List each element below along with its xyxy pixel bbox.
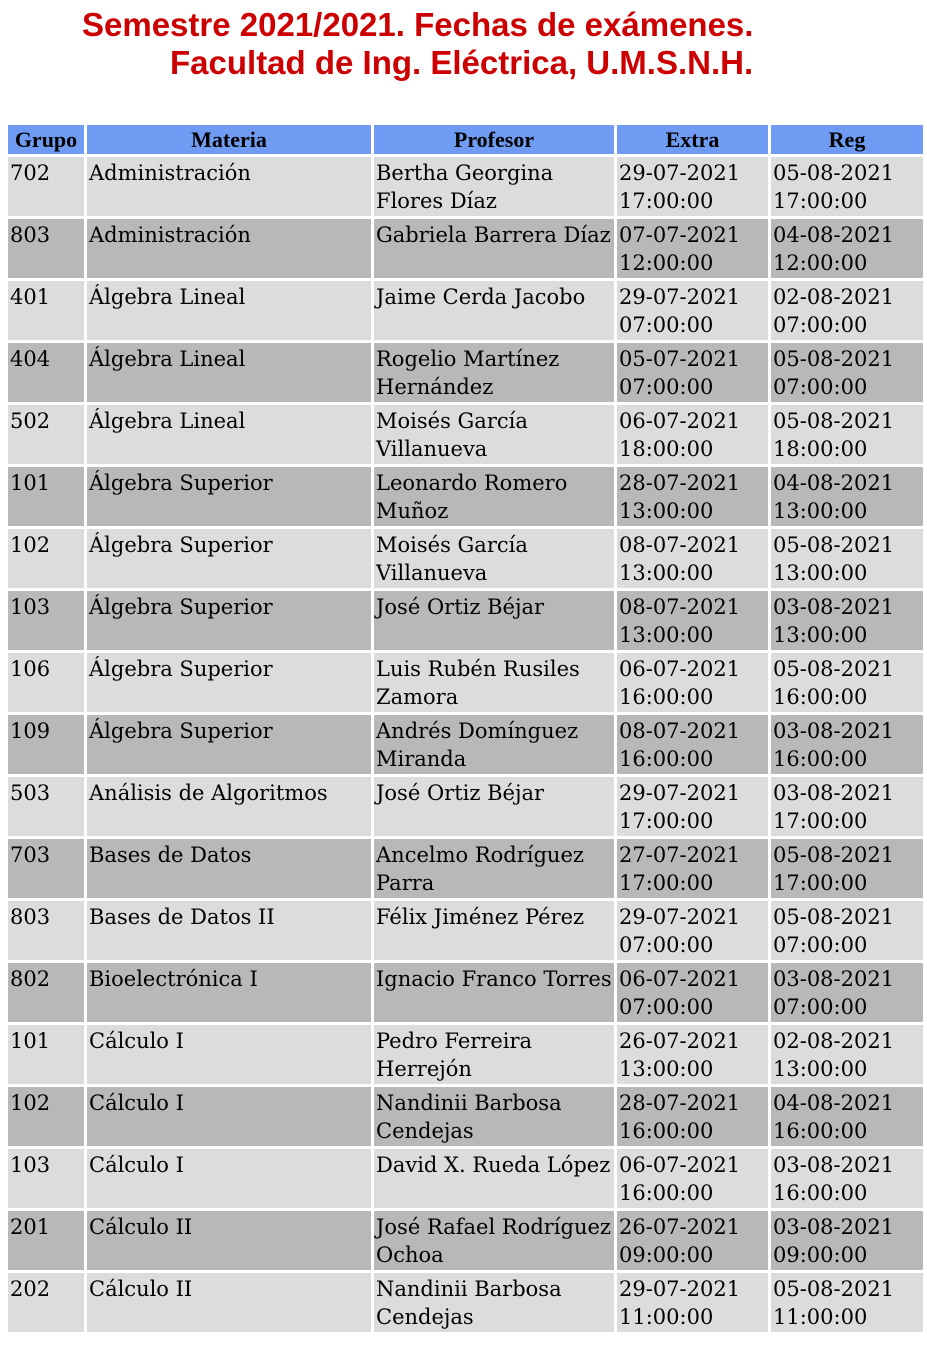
- extra-time: 13:00:00: [619, 623, 714, 647]
- reg-date: 03-08-2021: [773, 595, 895, 619]
- cell-materia: Cálculo I: [87, 1087, 371, 1146]
- table-row: [8, 1149, 923, 1208]
- table-row: [8, 343, 923, 402]
- reg-time: 07:00:00: [773, 995, 868, 1019]
- cell-materia: Cálculo II: [87, 1211, 371, 1270]
- reg-date: 02-08-2021: [773, 285, 895, 309]
- table-row: [8, 1273, 923, 1332]
- reg-date: 04-08-2021: [773, 1091, 895, 1115]
- cell-profesor: David X. Rueda López: [374, 1149, 614, 1208]
- reg-date: 05-08-2021: [773, 1277, 895, 1301]
- extra-date: 28-07-2021: [619, 471, 741, 495]
- extra-time: 16:00:00: [619, 685, 714, 709]
- extra-time: 07:00:00: [619, 995, 714, 1019]
- table-row: [8, 963, 923, 1022]
- reg-time: 07:00:00: [773, 933, 868, 957]
- cell-extra: [617, 1025, 768, 1084]
- cell-profesor: Luis Rubén Rusiles Zamora: [374, 653, 614, 712]
- cell-grupo: 103: [8, 1149, 84, 1208]
- column-header-profesor: Profesor: [374, 125, 614, 154]
- extra-time: 13:00:00: [619, 1057, 714, 1081]
- reg-time: 17:00:00: [773, 871, 868, 895]
- cell-extra: [617, 777, 768, 836]
- cell-profesor: Nandinii Barbosa Cendejas: [374, 1273, 614, 1332]
- reg-date: 03-08-2021: [773, 967, 895, 991]
- cell-reg: [771, 219, 923, 278]
- extra-time: 07:00:00: [619, 313, 714, 337]
- cell-grupo: 802: [8, 963, 84, 1022]
- cell-materia: Cálculo I: [87, 1025, 371, 1084]
- extra-date: 26-07-2021: [619, 1215, 741, 1239]
- cell-extra: [617, 467, 768, 526]
- cell-materia: Administración: [87, 157, 371, 216]
- extra-time: 12:00:00: [619, 251, 714, 275]
- reg-time: 07:00:00: [773, 375, 868, 399]
- cell-materia: Álgebra Superior: [87, 653, 371, 712]
- cell-extra: [617, 343, 768, 402]
- cell-extra: [617, 405, 768, 464]
- extra-time: 16:00:00: [619, 1119, 714, 1143]
- cell-reg: [771, 343, 923, 402]
- cell-profesor: José Rafael Rodríguez Ochoa: [374, 1211, 614, 1270]
- cell-profesor: José Ortiz Béjar: [374, 591, 614, 650]
- table-row: [8, 591, 923, 650]
- cell-materia: Álgebra Lineal: [87, 343, 371, 402]
- reg-date: 05-08-2021: [773, 843, 895, 867]
- column-header-extra: Extra: [617, 125, 768, 154]
- extra-date: 29-07-2021: [619, 161, 741, 185]
- extra-time: 16:00:00: [619, 1181, 714, 1205]
- cell-extra: [617, 715, 768, 774]
- cell-extra: [617, 1211, 768, 1270]
- cell-materia: Álgebra Superior: [87, 467, 371, 526]
- table-row: [8, 777, 923, 836]
- cell-profesor: Ignacio Franco Torres: [374, 963, 614, 1022]
- table-row: [8, 405, 923, 464]
- cell-reg: [771, 405, 923, 464]
- cell-grupo: 103: [8, 591, 84, 650]
- cell-extra: [617, 901, 768, 960]
- extra-date: 08-07-2021: [619, 719, 741, 743]
- cell-materia: Bases de Datos: [87, 839, 371, 898]
- extra-date: 29-07-2021: [619, 1277, 741, 1301]
- reg-date: 03-08-2021: [773, 1215, 895, 1239]
- cell-profesor: Andrés Domínguez Miranda: [374, 715, 614, 774]
- cell-grupo: 102: [8, 529, 84, 588]
- cell-materia: Álgebra Superior: [87, 715, 371, 774]
- reg-date: 04-08-2021: [773, 223, 895, 247]
- cell-grupo: 106: [8, 653, 84, 712]
- cell-materia: Cálculo I: [87, 1149, 371, 1208]
- cell-reg: [771, 529, 923, 588]
- extra-date: 08-07-2021: [619, 533, 741, 557]
- column-header-grupo: Grupo: [8, 125, 84, 154]
- reg-time: 16:00:00: [773, 685, 868, 709]
- cell-reg: [771, 1025, 923, 1084]
- cell-profesor: Félix Jiménez Pérez: [374, 901, 614, 960]
- extra-date: 05-07-2021: [619, 347, 741, 371]
- cell-reg: [771, 1273, 923, 1332]
- cell-grupo: 401: [8, 281, 84, 340]
- table-row: [8, 1025, 923, 1084]
- cell-reg: [771, 467, 923, 526]
- extra-date: 06-07-2021: [619, 409, 741, 433]
- cell-materia: Álgebra Lineal: [87, 281, 371, 340]
- extra-time: 18:00:00: [619, 437, 714, 461]
- table-body: [8, 157, 923, 1332]
- table-row: [8, 653, 923, 712]
- reg-time: 09:00:00: [773, 1243, 868, 1267]
- title-line-2: Facultad de Ing. Eléctrica, U.M.S.N.H.: [170, 44, 754, 81]
- cell-reg: [771, 281, 923, 340]
- cell-extra: [617, 1273, 768, 1332]
- reg-date: 05-08-2021: [773, 409, 895, 433]
- reg-time: 13:00:00: [773, 561, 868, 585]
- reg-time: 12:00:00: [773, 251, 868, 275]
- cell-materia: Administración: [87, 219, 371, 278]
- extra-date: 08-07-2021: [619, 595, 741, 619]
- cell-grupo: 502: [8, 405, 84, 464]
- cell-grupo: 503: [8, 777, 84, 836]
- table-row: [8, 1087, 923, 1146]
- cell-reg: [771, 777, 923, 836]
- cell-reg: [771, 715, 923, 774]
- table-row: [8, 157, 923, 216]
- cell-extra: [617, 1087, 768, 1146]
- extra-date: 07-07-2021: [619, 223, 741, 247]
- column-header-reg: Reg: [771, 125, 923, 154]
- extra-date: 06-07-2021: [619, 1153, 741, 1177]
- extra-time: 07:00:00: [619, 375, 714, 399]
- cell-extra: [617, 839, 768, 898]
- cell-extra: [617, 219, 768, 278]
- cell-grupo: 101: [8, 1025, 84, 1084]
- extra-time: 09:00:00: [619, 1243, 714, 1267]
- table-row: [8, 901, 923, 960]
- reg-date: 05-08-2021: [773, 347, 895, 371]
- reg-date: 05-08-2021: [773, 161, 895, 185]
- cell-profesor: Gabriela Barrera Díaz: [374, 219, 614, 278]
- cell-grupo: 109: [8, 715, 84, 774]
- cell-reg: [771, 963, 923, 1022]
- extra-time: 17:00:00: [619, 871, 714, 895]
- reg-date: 05-08-2021: [773, 533, 895, 557]
- cell-extra: [617, 591, 768, 650]
- cell-reg: [771, 591, 923, 650]
- reg-time: 17:00:00: [773, 189, 868, 213]
- cell-materia: Álgebra Superior: [87, 591, 371, 650]
- cell-extra: [617, 653, 768, 712]
- cell-materia: Cálculo II: [87, 1273, 371, 1332]
- table-row: [8, 839, 923, 898]
- reg-date: 03-08-2021: [773, 719, 895, 743]
- reg-date: 03-08-2021: [773, 1153, 895, 1177]
- reg-date: 03-08-2021: [773, 781, 895, 805]
- extra-date: 29-07-2021: [619, 781, 741, 805]
- table-row: [8, 467, 923, 526]
- cell-profesor: Pedro Ferreira Herrejón: [374, 1025, 614, 1084]
- cell-extra: [617, 529, 768, 588]
- extra-date: 26-07-2021: [619, 1029, 741, 1053]
- cell-extra: [617, 281, 768, 340]
- cell-materia: Análisis de Algoritmos: [87, 777, 371, 836]
- cell-materia: Bases de Datos II: [87, 901, 371, 960]
- cell-reg: [771, 901, 923, 960]
- cell-grupo: 404: [8, 343, 84, 402]
- cell-reg: [771, 1087, 923, 1146]
- cell-profesor: Jaime Cerda Jacobo: [374, 281, 614, 340]
- reg-time: 13:00:00: [773, 1057, 868, 1081]
- extra-time: 07:00:00: [619, 933, 714, 957]
- page-title: [0, 6, 927, 82]
- cell-materia: Álgebra Lineal: [87, 405, 371, 464]
- exam-schedule-table: [5, 122, 926, 1335]
- extra-date: 29-07-2021: [619, 905, 741, 929]
- cell-materia: Bioelectrónica I: [87, 963, 371, 1022]
- extra-time: 13:00:00: [619, 561, 714, 585]
- extra-time: 11:00:00: [619, 1305, 714, 1329]
- extra-time: 16:00:00: [619, 747, 714, 771]
- cell-grupo: 202: [8, 1273, 84, 1332]
- reg-date: 04-08-2021: [773, 471, 895, 495]
- reg-time: 13:00:00: [773, 623, 868, 647]
- cell-profesor: José Ortiz Béjar: [374, 777, 614, 836]
- table-row: [8, 715, 923, 774]
- extra-date: 06-07-2021: [619, 657, 741, 681]
- cell-extra: [617, 963, 768, 1022]
- cell-profesor: Nandinii Barbosa Cendejas: [374, 1087, 614, 1146]
- cell-materia: Álgebra Superior: [87, 529, 371, 588]
- extra-date: 28-07-2021: [619, 1091, 741, 1115]
- cell-profesor: Leonardo Romero Muñoz: [374, 467, 614, 526]
- column-header-materia: Materia: [87, 125, 371, 154]
- extra-date: 29-07-2021: [619, 285, 741, 309]
- cell-grupo: 102: [8, 1087, 84, 1146]
- reg-time: 07:00:00: [773, 313, 868, 337]
- reg-time: 18:00:00: [773, 437, 868, 461]
- extra-time: 17:00:00: [619, 189, 714, 213]
- cell-profesor: Moisés García Villanueva: [374, 529, 614, 588]
- cell-grupo: 101: [8, 467, 84, 526]
- cell-extra: [617, 1149, 768, 1208]
- extra-time: 13:00:00: [619, 499, 714, 523]
- cell-reg: [771, 1149, 923, 1208]
- extra-time: 17:00:00: [619, 809, 714, 833]
- reg-date: 05-08-2021: [773, 657, 895, 681]
- table-row: [8, 529, 923, 588]
- reg-date: 05-08-2021: [773, 905, 895, 929]
- reg-time: 16:00:00: [773, 1181, 868, 1205]
- reg-time: 13:00:00: [773, 499, 868, 523]
- extra-date: 27-07-2021: [619, 843, 741, 867]
- reg-date: 02-08-2021: [773, 1029, 895, 1053]
- cell-extra: [617, 157, 768, 216]
- cell-reg: [771, 1211, 923, 1270]
- cell-profesor: Rogelio Martínez Hernández: [374, 343, 614, 402]
- table-row: [8, 219, 923, 278]
- cell-reg: [771, 839, 923, 898]
- cell-grupo: 702: [8, 157, 84, 216]
- cell-grupo: 803: [8, 901, 84, 960]
- table-row: [8, 1211, 923, 1270]
- table-row: [8, 281, 923, 340]
- cell-profesor: Bertha Georgina Flores Díaz: [374, 157, 614, 216]
- header-row: [8, 125, 923, 154]
- cell-profesor: Moisés García Villanueva: [374, 405, 614, 464]
- extra-date: 06-07-2021: [619, 967, 741, 991]
- reg-time: 11:00:00: [773, 1305, 868, 1329]
- cell-grupo: 703: [8, 839, 84, 898]
- cell-reg: [771, 157, 923, 216]
- reg-time: 16:00:00: [773, 1119, 868, 1143]
- cell-grupo: 201: [8, 1211, 84, 1270]
- title-line-1: Semestre 2021/2021. Fechas de exámenes.: [82, 6, 754, 43]
- reg-time: 17:00:00: [773, 809, 868, 833]
- reg-time: 16:00:00: [773, 747, 868, 771]
- cell-reg: [771, 653, 923, 712]
- cell-profesor: Ancelmo Rodríguez Parra: [374, 839, 614, 898]
- cell-grupo: 803: [8, 219, 84, 278]
